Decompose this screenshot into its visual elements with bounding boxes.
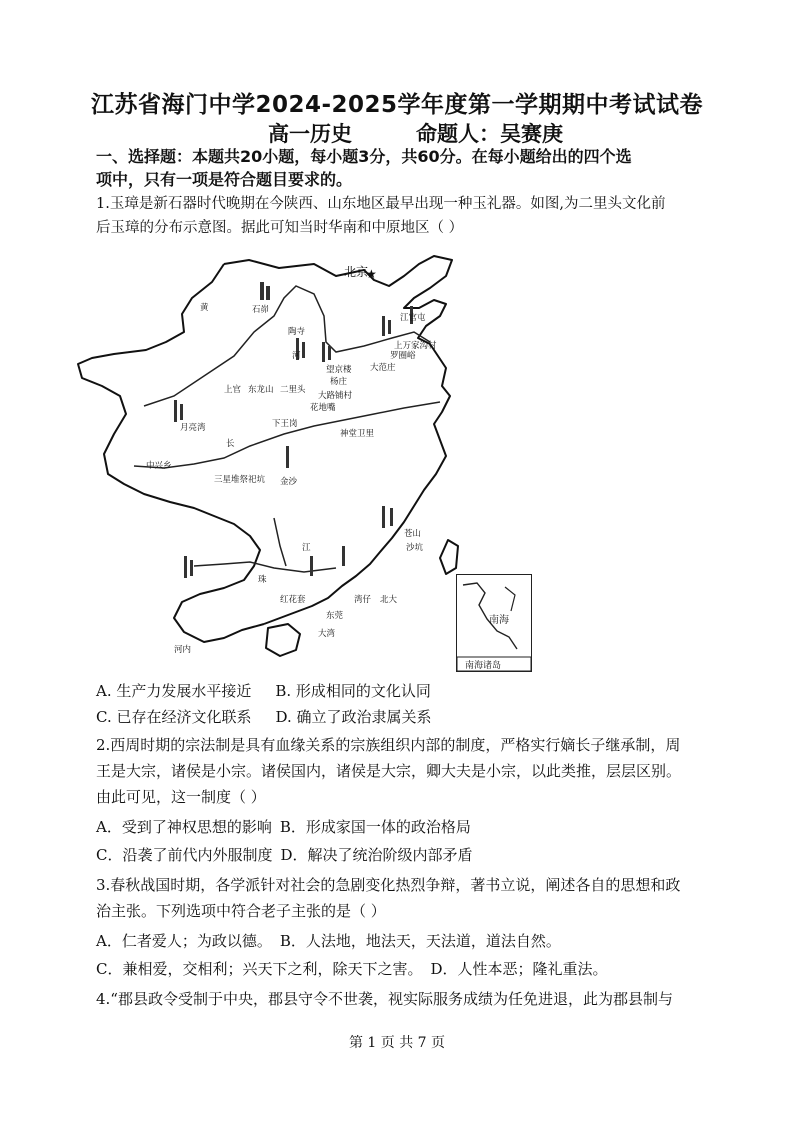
author-label: 命题人：吴赛庚 [416, 122, 563, 146]
map-label-beisi: 北大 [380, 595, 398, 605]
section-heading-1: 一、选择题：本题共20小题，每小题3分，共60分。在每小题给出的四个选 [96, 147, 632, 166]
map-label-henei: 河内 [174, 645, 192, 655]
map-label-jiangguan: 江官屯 [400, 313, 426, 323]
q3-option-c: C．兼相爱，交相利；兴天下之利，除天下之害。 [96, 960, 423, 978]
q1-option-c: C. 已存在经济文化联系 [96, 708, 252, 726]
map-label-shanshan: 沙坑 [406, 543, 424, 553]
map-label-dahui: 大湾 [318, 629, 336, 639]
map-label-dongshan: 东龙山 [248, 385, 274, 395]
inset-sea-label: 南海 [489, 615, 509, 626]
q4-line-1: 4.“郡县政令受制于中央，郡县守令不世袭，视实际服务成绩为任免进退，此为郡县制与 [96, 990, 673, 1008]
map-label-jiang: 江 [302, 543, 311, 553]
inset-map [457, 575, 531, 671]
map-label-shangguan: 上官 [224, 385, 242, 395]
map-label-shenzhou: 神堂卫里 [340, 429, 375, 439]
q1-option-a: A. 生产力发展水平接近 [96, 682, 252, 700]
map-label-jinsha: 金沙 [280, 477, 298, 487]
q1-options-row-1 [96, 680, 431, 702]
q3-options-row-2 [96, 958, 608, 980]
south-china-sea-inset [456, 574, 532, 672]
q2-option-b: B．形成家国一体的政治格局 [279, 818, 471, 836]
map-label-dongsheng: 东莞 [326, 611, 344, 621]
q3-options-row-1 [96, 930, 561, 952]
q2-option-d: D．解决了统治阶级内部矛盾 [280, 846, 473, 864]
map-label-shimao: 石峁 [252, 305, 270, 315]
q1-options-row-2 [96, 706, 432, 728]
beijing-star-icon: ★ [366, 267, 377, 281]
q1-option-b: B. 形成相同的文化认同 [275, 682, 431, 700]
q2-line-2: 王是大宗，诸侯是小宗。诸侯国内，诸侯是大宗，卿大夫是小宗，以此类推，层层区别。 [96, 762, 682, 780]
map-label-yuebo: 月亮湾 [180, 423, 206, 433]
page-number: 第 1 页 共 7 页 [348, 1035, 446, 1051]
q2-options-row-1 [96, 816, 471, 838]
map-label-wangchenggang: 望京楼 [326, 365, 352, 375]
q2-options-row-2 [96, 844, 473, 866]
map-label-luoquan: 罗圈峪 [390, 351, 416, 361]
map-label-zhongxin: 中兴乡 [146, 461, 172, 471]
q2-option-c: C．沿袭了前代内外服制度 [96, 846, 273, 864]
q2-line-3: 由此可见，这一制度（ ） [96, 788, 266, 806]
q3-option-a: A．仁者爱人；为政以德。 [96, 932, 272, 950]
map-label-wuwei: 湾仔 [354, 595, 372, 605]
q3-line-2: 治主张。下列选项中符合老子主张的是（ ） [96, 902, 386, 920]
map-label-chang: 长 [226, 439, 235, 449]
q1-stem-1: 1.玉璋是新石器时代晚期在今陕西、山东地区最早出现一种玉礼器。如图,为二里头文化前 [96, 196, 666, 212]
map-label-hongxiao: 红花套 [280, 595, 306, 605]
q2-option-a: A．受到了神权思想的影响 [96, 818, 272, 836]
map-label-sanxingdui: 三星堆祭祀坑 [214, 475, 266, 485]
section-heading-2: 项中，只有一项是符合题目要求的。 [96, 170, 353, 189]
map-label-tiyuan: 苍山 [404, 529, 422, 539]
exam-subtitle [268, 118, 688, 148]
q3-option-b: B．人法地，地法天，天法道，道法自然。 [279, 932, 561, 950]
inset-caption: 南海诸岛 [465, 661, 502, 671]
q1-option-d: D. 确立了政治隶属关系 [275, 708, 432, 726]
q2-line-1: 2.西周时期的宗法制是具有血缘关系的宗族组织内部的制度，严格实行嫡长子继承制，周 [96, 736, 681, 754]
q3-option-d: D．人性本恶；隆礼重法。 [430, 960, 608, 978]
map-label-shangwanjia: 上万家沟村 [394, 341, 437, 351]
map-label-he: 河 [292, 351, 301, 361]
map-label-huang: 黄 [200, 303, 209, 313]
q3-line-1: 3.春秋战国时期，各学派针对社会的急剧变化热烈争辩，著书立说，阐述各自的思想和政 [96, 876, 681, 894]
map-label-dawenkou: 大范庄 [370, 363, 396, 373]
exam-title: 江苏省海门中学2024-2025学年度第一学期期中考试试卷 [90, 92, 704, 118]
map-label-pearl: 珠 [258, 575, 267, 585]
map-label-erlitou: 二里头 [280, 385, 306, 395]
subject-label: 高一历史 [268, 122, 352, 146]
map-label-beijing: 北京 [344, 265, 369, 279]
map-label-xiawang: 下王岗 [272, 419, 298, 429]
map-label-huadi: 花地嘴 [310, 403, 336, 413]
map-label-dazhuangjia: 大路铺村 [318, 391, 353, 401]
q1-stem-2: 后玉璋的分布示意图。据此可知当时华南和中原地区（ ） [96, 220, 464, 236]
map-label-yangzhuang: 杨庄 [330, 377, 348, 387]
map-label-taosi: 陶寺 [288, 327, 306, 337]
